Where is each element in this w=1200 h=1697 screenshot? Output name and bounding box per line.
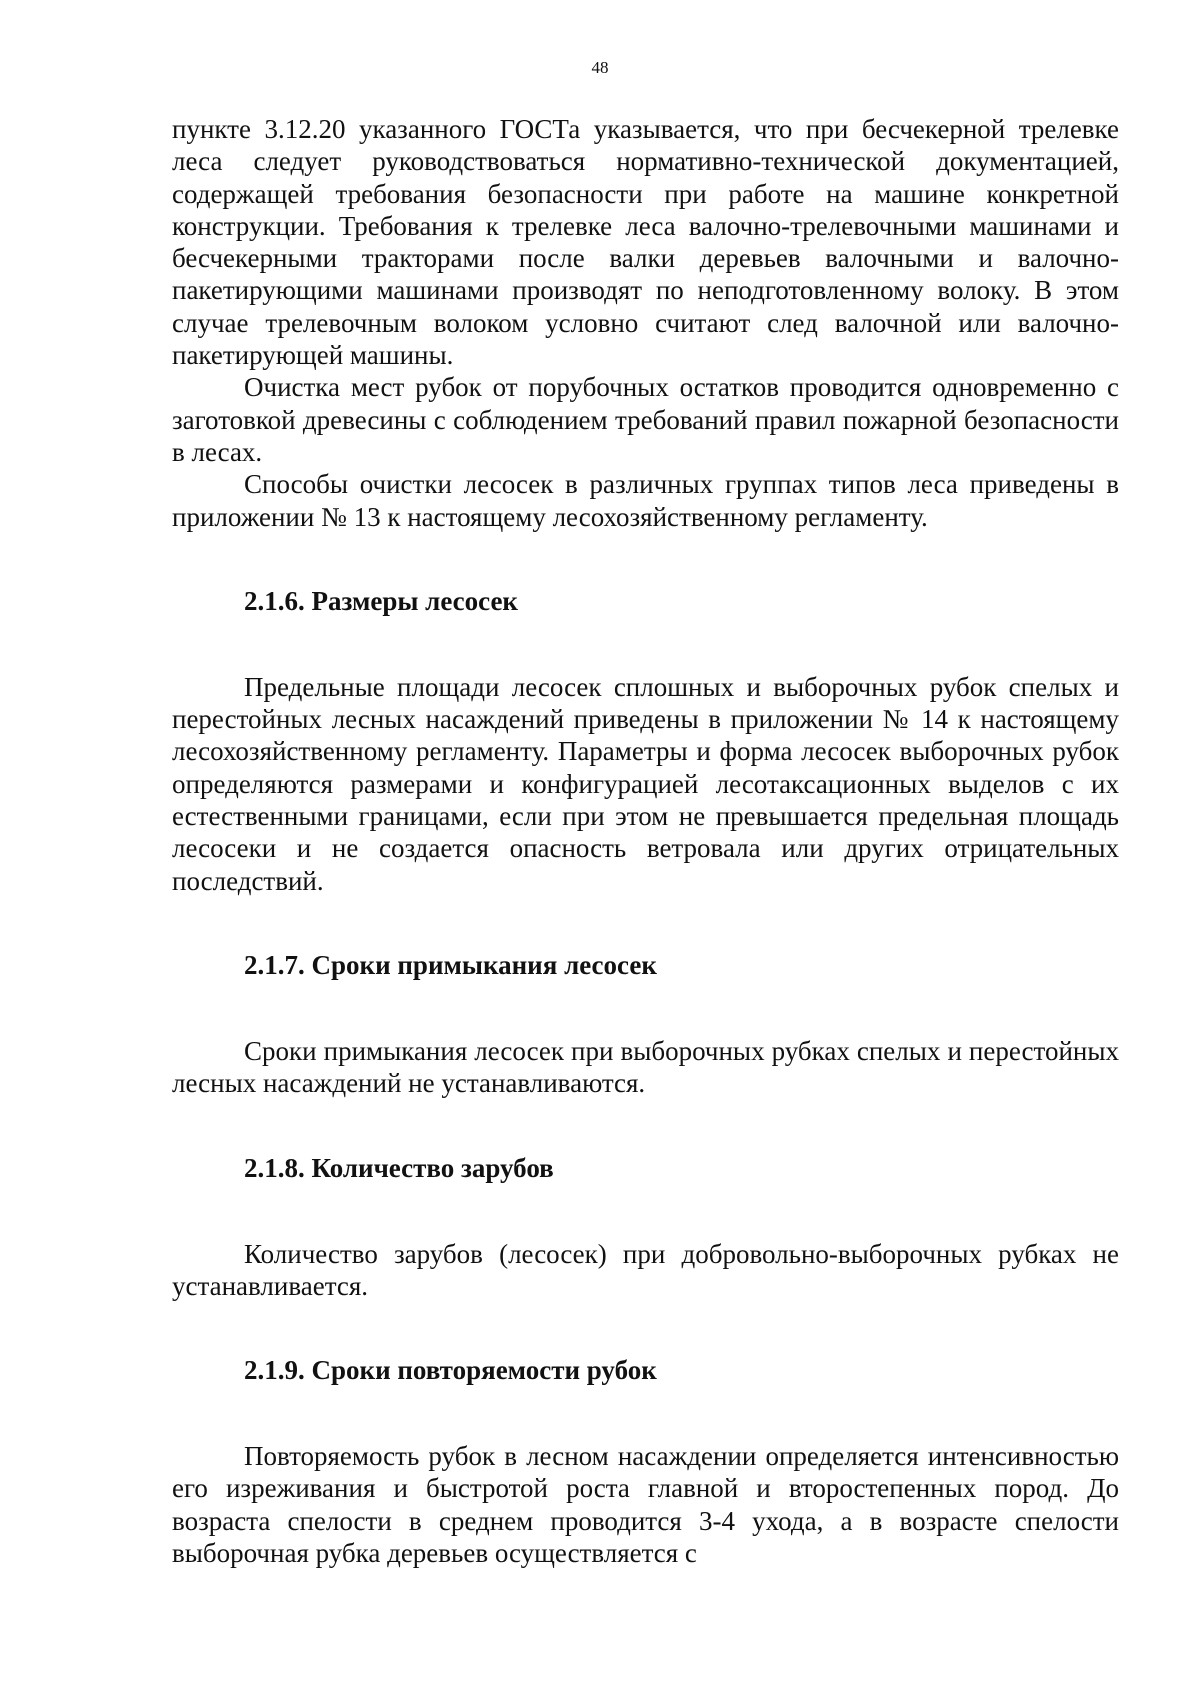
paragraph-gost-skidding: пункте 3.12.20 указанного ГОСТа указывается, что при бесчекерной трелевке леса следует руководствоваться нормативно-технической документацией, содержащей требования безопасности при работе на машине конкретной конструкции. Требования к трелевке леса валочно-трелевочными машинами и бесчекерными тракторами после валки деревьев валочными и валочно-пакетирующими машинами производят по неподготовленному волоку. В этом случае трелевочным волоком условно считают след валочной или валочно-пакетирующей машины. <box>172 114 1119 371</box>
page-number: 48 <box>591 58 609 77</box>
section-heading-2-1-8: 2.1.8. Количество зарубов <box>244 1152 554 1183</box>
section-heading-2-1-6: 2.1.6. Размеры лесосек <box>244 585 518 616</box>
page-content <box>172 113 1119 1569</box>
section-heading-2-1-9: 2.1.9. Сроки повторяемости рубок <box>244 1355 657 1386</box>
paragraph-adjacency-terms: Сроки примыкания лесосек при выборочных рубках спелых и перестойных лесных насаждений не устанавливаются. <box>172 1035 1119 1099</box>
paragraph-cleaning-residues: Очистка мест рубок от порубочных остатков проводится одновременно с заготовкой древесины с соблюдением требований правил пожарной безопасности в лесах. <box>172 372 1119 467</box>
paragraph-cleaning-methods: Способы очистки лесосек в различных группах типов леса приведены в приложении № 13 к настоящему лесохозяйственному регламенту. <box>172 469 1119 532</box>
paragraph-cuts-count: Количество зарубов (лесосек) при добровольно-выборочных рубках не устанавливается. <box>172 1238 1119 1301</box>
section-heading-2-1-7: 2.1.7. Сроки примыкания лесосек <box>244 949 657 980</box>
paragraph-repeat-terms: Повторяемость рубок в лесном насаждении определяется интенсивностью его изреживания и быстротой роста главной и второстепенных пород. До возраста спелости в среднем проводится 3-4 ухода, а в возрасте спелости выборочная рубка деревьев осуществляется с <box>172 1441 1119 1569</box>
paragraph-plot-sizes: Предельные площади лесосек сплошных и выборочных рубок спелых и перестойных лесных насаждений приведены в приложении № 14 к настоящему лесохозяйственному регламенту. Параметры и форма лесосек выборочных рубок определяются размерами и конфигурацией лесотаксационных выделов с их естественными границами, если при этом не превышается предельная площадь лесосеки и не создается опасность ветровала или других отрицательных последствий. <box>172 671 1119 896</box>
